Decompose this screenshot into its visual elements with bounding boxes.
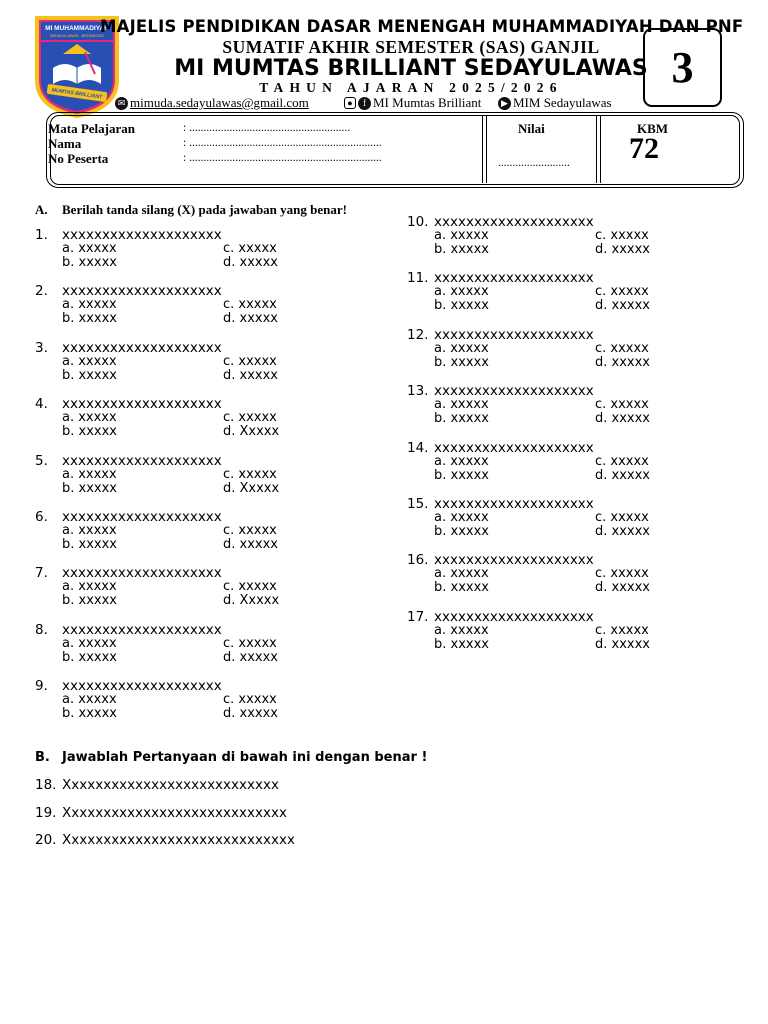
option-c[interactable]: c. xxxxx: [595, 510, 649, 525]
option-c[interactable]: c. xxxxx: [223, 523, 277, 538]
youtube-text: MIM Sedayulawas: [513, 95, 612, 110]
option-a[interactable]: a. xxxxx: [434, 340, 489, 356]
question-item: [35, 340, 365, 392]
question-text: xxxxxxxxxxxxxxxxxxxx: [434, 439, 594, 456]
option-c[interactable]: c. xxxxx: [595, 566, 649, 582]
option-b[interactable]: b. xxxxx: [62, 311, 117, 327]
option-a[interactable]: a. xxxxx: [62, 579, 117, 595]
option-c[interactable]: c. xxxxx: [595, 397, 649, 413]
header-school-name: MI MUMTAS BRILLIANT SEDAYULAWAS: [174, 56, 648, 81]
question-item: [407, 270, 737, 322]
option-c[interactable]: c. xxxxx: [595, 284, 649, 300]
instagram-icon: ●: [344, 97, 356, 109]
option-c[interactable]: c. xxxxx: [223, 635, 277, 651]
question-text: xxxxxxxxxxxxxxxxxxxx: [434, 383, 594, 400]
essay-number: 18.: [35, 777, 57, 793]
section-b-title: Jawablah Pertanyaan di bawah ini dengan benar !: [62, 750, 428, 765]
grade-box: [643, 28, 722, 107]
section-b-label: B.: [35, 750, 50, 765]
section-a-label: A.: [35, 202, 48, 217]
contact-youtube: [498, 95, 612, 111]
kbm-label: KBM: [637, 121, 669, 136]
question-text: xxxxxxxxxxxxxxxxxxxx: [62, 396, 222, 413]
option-d[interactable]: d. xxxxx: [595, 242, 650, 257]
question-item: [407, 440, 737, 492]
option-b[interactable]: b. xxxxx: [434, 580, 489, 596]
option-a[interactable]: a. xxxxx: [434, 284, 489, 300]
question-number: 7.: [35, 565, 48, 582]
option-d[interactable]: d. xxxxx: [223, 537, 278, 552]
question-number: 4.: [35, 396, 48, 413]
question-number: 14.: [407, 439, 429, 456]
option-d[interactable]: d. xxxxx: [223, 706, 278, 722]
logo-text-sub: SEDAYULAWAS - BRONDONG: [49, 34, 105, 38]
option-c[interactable]: c. xxxxx: [595, 228, 649, 243]
question-number: 2.: [35, 283, 48, 300]
info-divider: [596, 115, 597, 183]
option-b[interactable]: b. xxxxx: [62, 649, 117, 665]
question-item: [35, 565, 365, 617]
question-text: xxxxxxxxxxxxxxxxxxxx: [62, 339, 222, 356]
logo-text-bottom: MUMTAS BRILLIANT: [51, 87, 103, 101]
option-b[interactable]: b. xxxxx: [62, 537, 117, 552]
id-label: No Peserta: [48, 151, 109, 166]
essay-question: Xxxxxxxxxxxxxxxxxxxxxxxxxxxx: [62, 804, 287, 821]
option-d[interactable]: d. xxxxx: [223, 255, 278, 270]
question-number: 12.: [407, 326, 429, 343]
id-field[interactable]: : ...................................................................: [183, 152, 382, 164]
option-d[interactable]: d. xxxxx: [223, 649, 278, 665]
grade-value: 3: [671, 43, 694, 92]
question-text: xxxxxxxxxxxxxxxxxxxx: [62, 227, 222, 243]
option-a[interactable]: a. xxxxx: [62, 410, 117, 426]
essay-number: 19.: [35, 804, 57, 821]
option-a[interactable]: a. xxxxx: [62, 635, 117, 651]
option-d[interactable]: d. Xxxxx: [223, 480, 280, 496]
subject-label: Mata Pelajaran: [48, 121, 136, 136]
option-b[interactable]: b. xxxxx: [62, 424, 117, 440]
youtube-icon: ▶: [498, 97, 511, 110]
question-number: 17.: [407, 608, 429, 625]
option-b[interactable]: b. xxxxx: [62, 706, 117, 722]
option-c[interactable]: c. xxxxx: [595, 622, 649, 638]
social-text: MI Mumtas Brilliant: [373, 95, 482, 110]
question-text: xxxxxxxxxxxxxxxxxxxx: [434, 608, 594, 625]
question-item: [35, 396, 365, 448]
option-b[interactable]: b. xxxxx: [434, 354, 489, 370]
option-a[interactable]: a. xxxxx: [62, 523, 117, 538]
question-number: 5.: [35, 452, 48, 469]
facebook-icon: f: [358, 97, 371, 110]
essay-question: Xxxxxxxxxxxxxxxxxxxxxxxxxxxxx: [62, 832, 295, 848]
subject-field[interactable]: : ........................................................: [183, 122, 351, 134]
option-b[interactable]: b. xxxxx: [434, 242, 489, 257]
question-item: [35, 622, 365, 674]
email-icon: ✉: [115, 97, 128, 110]
option-d[interactable]: d. xxxxx: [595, 524, 650, 539]
question-text: xxxxxxxxxxxxxxxxxxxx: [434, 496, 594, 512]
question-number: 15.: [407, 496, 429, 512]
nilai-label: Nilai: [518, 121, 545, 136]
contact-social: [344, 95, 481, 111]
option-b[interactable]: b. xxxxx: [434, 411, 489, 427]
essay-number: 20.: [35, 832, 57, 848]
question-item: [35, 227, 365, 279]
option-d[interactable]: d. Xxxxx: [223, 593, 280, 609]
option-c[interactable]: c. xxxxx: [223, 466, 277, 482]
option-b[interactable]: b. xxxxx: [434, 524, 489, 539]
option-c[interactable]: c. xxxxx: [595, 340, 649, 356]
info-divider: [486, 115, 487, 183]
name-label: Nama: [48, 136, 82, 151]
question-text: xxxxxxxxxxxxxxxxxxxx: [62, 678, 222, 695]
option-d[interactable]: d. xxxxx: [595, 467, 650, 483]
header-year: TAHUN AJARAN 2025/2026: [259, 80, 563, 95]
question-text: xxxxxxxxxxxxxxxxxxxx: [62, 565, 222, 582]
question-number: 16.: [407, 552, 429, 569]
option-a[interactable]: a. xxxxx: [434, 453, 489, 469]
question-number: 11.: [407, 270, 429, 287]
contact-email: [115, 95, 309, 111]
question-number: 9.: [35, 678, 48, 695]
option-a[interactable]: a. xxxxx: [434, 622, 489, 638]
question-item: [407, 552, 737, 604]
question-item: [407, 327, 737, 379]
option-c[interactable]: c. xxxxx: [223, 353, 277, 369]
option-d[interactable]: d. xxxxx: [223, 367, 278, 383]
kbm-value: 72: [629, 132, 659, 165]
question-item: [407, 609, 737, 661]
question-number: 10.: [407, 214, 429, 230]
option-a[interactable]: a. xxxxx: [62, 466, 117, 482]
question-item: [407, 496, 737, 548]
question-item: [35, 678, 365, 730]
option-d[interactable]: d. xxxxx: [595, 580, 650, 596]
option-a[interactable]: a. xxxxx: [62, 297, 117, 313]
section-a-title: Berilah tanda silang (X) pada jawaban yang benar!: [62, 202, 347, 217]
option-c[interactable]: c. xxxxx: [223, 410, 277, 426]
header-line-2: SUMATIF AKHIR SEMESTER (SAS) GANJIL: [222, 37, 600, 57]
option-a[interactable]: a. xxxxx: [62, 353, 117, 369]
option-c[interactable]: c. xxxxx: [223, 579, 277, 595]
option-d[interactable]: d. xxxxx: [595, 354, 650, 370]
question-item: [35, 453, 365, 505]
option-b[interactable]: b. xxxxx: [434, 636, 489, 652]
question-text: xxxxxxxxxxxxxxxxxxxx: [62, 283, 222, 300]
option-d[interactable]: d. xxxxx: [595, 636, 650, 652]
option-b[interactable]: b. xxxxx: [434, 467, 489, 483]
option-a[interactable]: a. xxxxx: [62, 692, 117, 708]
option-c[interactable]: c. xxxxx: [223, 297, 277, 313]
option-a[interactable]: a. xxxxx: [434, 397, 489, 413]
question-number: 6.: [35, 509, 48, 525]
question-number: 1.: [35, 227, 48, 243]
option-c[interactable]: c. xxxxx: [223, 241, 277, 256]
question-text: xxxxxxxxxxxxxxxxxxxx: [62, 452, 222, 469]
question-item: [407, 214, 737, 266]
email-text: mimuda.sedayulawas@gmail.com: [130, 95, 309, 110]
option-c[interactable]: c. xxxxx: [223, 692, 277, 708]
question-text: xxxxxxxxxxxxxxxxxxxx: [434, 552, 594, 569]
question-number: 8.: [35, 621, 48, 638]
question-text: xxxxxxxxxxxxxxxxxxxx: [434, 326, 594, 343]
question-text: xxxxxxxxxxxxxxxxxxxx: [434, 270, 594, 287]
option-b[interactable]: b. xxxxx: [62, 480, 117, 496]
question-text: xxxxxxxxxxxxxxxxxxxx: [62, 509, 222, 525]
question-text: xxxxxxxxxxxxxxxxxxxx: [434, 214, 594, 230]
option-b[interactable]: b. xxxxx: [62, 367, 117, 383]
question-item: [35, 509, 365, 561]
option-b[interactable]: b. xxxxx: [62, 593, 117, 609]
essay-question: Xxxxxxxxxxxxxxxxxxxxxxxxxxx: [62, 777, 279, 793]
header-line-1: MAJELIS PENDIDIKAN DASAR MENENGAH MUHAMMADIYAH DAN PNF: [100, 17, 744, 36]
option-d[interactable]: d. xxxxx: [595, 411, 650, 427]
nilai-field[interactable]: .........................: [498, 157, 570, 169]
option-a[interactable]: a. xxxxx: [62, 241, 117, 256]
option-b[interactable]: b. xxxxx: [62, 255, 117, 270]
logo-text-top: MI MUHAMMADIYAH: [45, 25, 109, 32]
option-d[interactable]: d. xxxxx: [223, 311, 278, 327]
option-a[interactable]: a. xxxxx: [434, 566, 489, 582]
question-text: xxxxxxxxxxxxxxxxxxxx: [62, 621, 222, 638]
info-divider: [600, 115, 601, 183]
option-d[interactable]: d. Xxxxx: [223, 424, 280, 440]
option-b[interactable]: b. xxxxx: [434, 298, 489, 314]
name-field[interactable]: : ...................................................................: [183, 137, 382, 149]
question-number: 3.: [35, 339, 48, 356]
option-a[interactable]: a. xxxxx: [434, 510, 489, 525]
info-divider: [482, 115, 483, 183]
question-item: [407, 383, 737, 435]
question-item: [35, 283, 365, 335]
option-a[interactable]: a. xxxxx: [434, 228, 489, 243]
question-number: 13.: [407, 383, 429, 400]
option-d[interactable]: d. xxxxx: [595, 298, 650, 314]
option-c[interactable]: c. xxxxx: [595, 453, 649, 469]
